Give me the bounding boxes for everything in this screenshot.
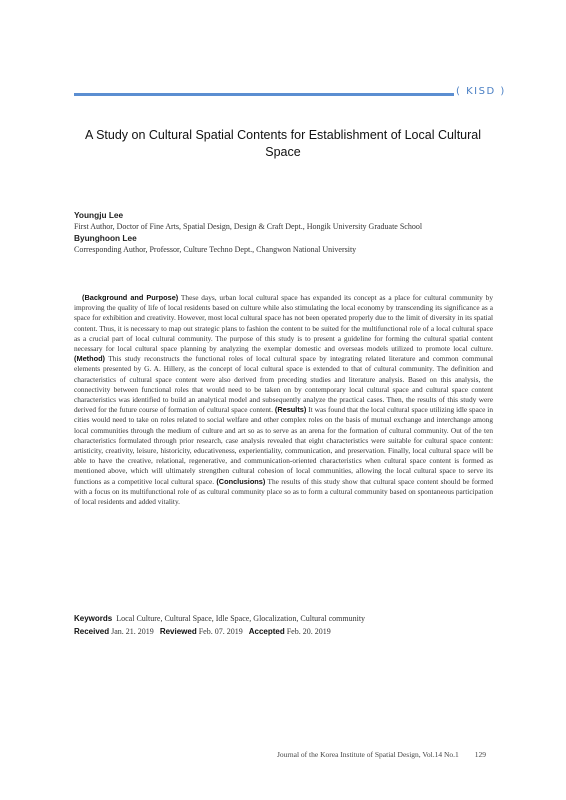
accepted-label: Accepted	[248, 627, 285, 636]
abstract	[74, 293, 493, 507]
paper-title: A Study on Cultural Spatial Contents for Establishment of Local Cultural Space	[84, 128, 482, 159]
received-label: Received	[74, 627, 110, 636]
abstract-method-text: This study reconstructs the functional roles of local cultural space by integrating related literature and common communal elements presented by G. A. Hillery, as the concept of local cultural space is extended to that of cultural community. The definition and characteristics of cultural space content were also derived from preceding studies and literature analysis. Based on this analysis, the connectivity between functional roles that would need to be taken on by contemporary local cultural space and cultural space content characteristics was identified to build an analytical model and subsequently analyze the practical cases. Then, the results of this study were derived for the future course of formation of cultural space content.	[74, 354, 493, 415]
keywords-value: Local Culture, Cultural Space, Idle Space, Glocalization, Cultural community	[116, 614, 366, 623]
abstract-results-label: (Results)	[274, 405, 307, 415]
abstract-conclusions-text: The results of this study show that cultural space content should be formed with a focus on its multifunctional role of as cultural community place so as to form a cultural community based on spontaneous participation of local residents and added vitality.	[74, 476, 493, 507]
author-block	[74, 210, 514, 256]
abstract-method-label: (Method)	[74, 354, 105, 364]
abstract-background-label: (Background and Purpose)	[82, 293, 179, 302]
author-affiliation: First Author, Doctor of Fine Arts, Spatial Design, Design & Craft Dept., Hongik University Graduate School	[74, 222, 423, 231]
abstract-results-text: It was found that the local cultural space utilizing idle space in cities would need to take on roles related to social welfare and other complex roles on the basis of mutual exchange and interchange among local communities through the medium of culture and art so as to serve as an arena for the formation of cultural community. Out of the ten characteristics formulated through prior research, case analysis revealed that eight characteristics were suitable for cultural space content: artisticity, creativity, leisure, historicity, educativeness, experientiality, communication, and preservation. Finally, local cultural space will be able to have the creative, relational, regenerative, and communication-oriented characteristics when cultural space content is formed as mentioned above, which will ultimately strengthen cultural cohesion of local communities, allowing the local cultural space to serve its functions as a competitive local cultural space.	[74, 405, 493, 486]
kisd-logo: ( KISD )	[456, 86, 506, 97]
keywords-label: Keywords	[74, 614, 113, 623]
abstract-background-text: These days, urban local cultural space has expanded its concept as a place for cultural community by improving the quality of life of local residents based on culture while also stimulating the local economy by transcending its significance as a space for exhibition and creativity. However, most local cultural space has not been operated properly due to the limit of diversity in its spatial content. Thus, it is necessary to map out strategic plans to fashion the content to be suited for the multifunctional role of a local cultural space as a crucial part of local cultural community. The purpose of this study is to present a guideline for forming the cultural spatial content necessary for local cultural space planning by analyzing the exemplar domestic and overseas models utilized to promote local culture.	[74, 293, 493, 354]
reviewed-label: Reviewed	[159, 627, 197, 636]
accepted-date: Feb. 20. 2019	[286, 627, 331, 636]
author-name: Youngju Lee	[74, 210, 124, 220]
received-date: Jan. 21. 2019	[111, 627, 154, 636]
abstract-conclusions-label: (Conclusions)	[216, 476, 266, 486]
page-footer	[256, 750, 486, 759]
page-number: 129	[474, 750, 486, 759]
author-affiliation: Corresponding Author, Professor, Culture Techno Dept., Changwon National University	[74, 245, 357, 254]
header-rule	[74, 93, 454, 96]
keywords-line	[74, 612, 514, 625]
journal-name: Journal of the Korea Institute of Spatial Design, Vol.14 No.1	[276, 750, 459, 759]
author-name: Byunghoon Lee	[74, 233, 137, 243]
reviewed-date: Feb. 07. 2019	[198, 627, 243, 636]
keywords-block	[74, 612, 514, 638]
dates-line	[74, 625, 514, 638]
